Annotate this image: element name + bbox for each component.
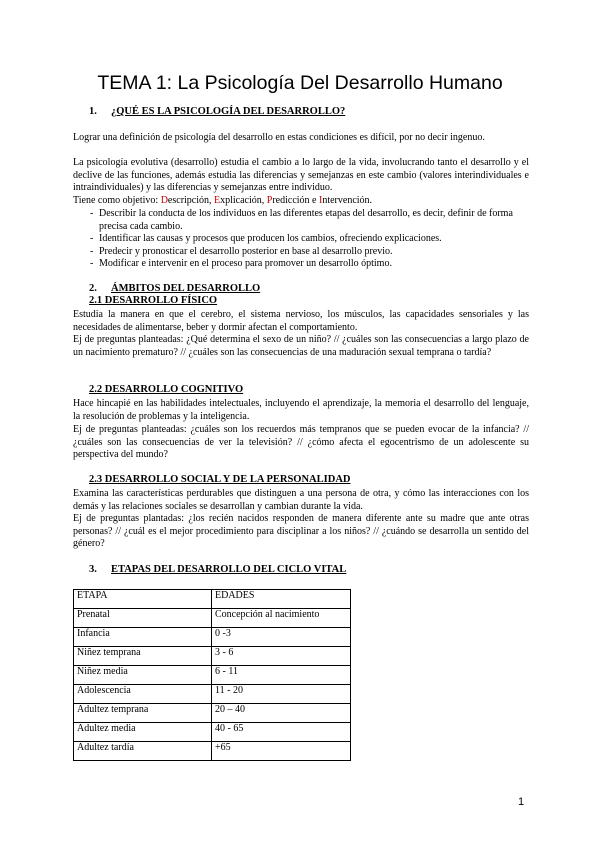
list-item: - Identificar las causas y procesos que producen los cambios, ofreciendo explicaciones. (73, 233, 529, 246)
section-1-objectives (73, 195, 529, 208)
objective-rest-i: ntervención. (322, 195, 373, 206)
section-2-heading-text: ÁMBITOS DEL DESARROLLO (111, 283, 261, 294)
table-row (74, 704, 351, 723)
subsection-2-3-examples: Ej de preguntas plantadas: ¿los recién nacidos responden de manera diferente ante su madre que ante otras personas? // ¿cuál es el mejor procedimiento para disciplinar a los niños? // ¿cuándo se desarrolla un sentido del género? (73, 513, 529, 550)
subsection-2-2-para: Hace hincapié en las habilidades intelectuales, incluyendo el aprendizaje, la memoria el desarrollo del lenguaje, la resolución de problemas y la inteligencia. (73, 398, 529, 422)
table-row (74, 628, 351, 647)
section-1-heading (89, 106, 345, 117)
table-header-cell: EDADES (212, 590, 351, 609)
section-1-para-1: Lograr una definición de psicología del desarrollo en estas condiciones es difícil, por no decir ingenuo. (73, 132, 485, 143)
table-cell: Niñez media (74, 666, 212, 685)
section-1-heading-text: ¿QUÉ ES LA PSICOLOGÍA DEL DESARROLLO? (111, 106, 346, 117)
objectives-prefix: Tiene como objetivo: (73, 195, 161, 206)
section-3-heading (89, 564, 346, 575)
table-cell: Adultez media (74, 723, 212, 742)
section-1-para-2: La psicología evolutiva (desarrollo) estudia el cambio a lo largo de la vida, involucrando tanto el desarrollo y el declive de las funciones, además estudia las diferencias y semejanzas en este cambio (valores interindividuales e intraindividuales) y las diferencias y semejanzas entre individuo. (73, 157, 529, 194)
section-3-heading-text: ETAPAS DEL DESARROLLO DEL CICLO VITAL (111, 564, 347, 575)
table-header-cell: ETAPA (74, 590, 212, 609)
table-cell: 11 - 20 (212, 685, 351, 704)
table-cell: 0 -3 (212, 628, 351, 647)
section-3-number: 3. (89, 564, 97, 575)
table-cell: Adultez temprana (74, 704, 212, 723)
objective-rest-d: escripción, (167, 195, 215, 206)
subsection-2-3-heading: 2.3 DESARROLLO SOCIAL Y DE LA PERSONALIDAD (89, 474, 351, 485)
page-title: TEMA 1: La Psicología Del Desarrollo Humano (97, 72, 503, 94)
table-cell: Prenatal (74, 609, 212, 628)
objectives-list (73, 208, 529, 271)
section-2-heading (89, 283, 260, 294)
section-2-number: 2. (89, 283, 97, 294)
section-1-number: 1. (89, 106, 97, 117)
table-row (74, 647, 351, 666)
subsection-2-3-para: Examina las características perdurables que distinguen a una persona de otra, y cómo las interacciones con los demás y las relaciones sociales se desarrollan y cambian durante la vida. (73, 488, 529, 512)
table-cell: 20 – 40 (212, 704, 351, 723)
table-cell: Adultez tardía (74, 742, 212, 761)
subsection-2-1-heading: 2.1 DESARROLLO FÍSICO (89, 295, 218, 306)
table-row (74, 742, 351, 761)
subsection-2-1-para: Estudia la manera en que el cerebro, el sistema nervioso, los músculos, las capacidades sensoriales y las necesidades de alimentarse, beber y dormir afectan el comportamiento. (73, 309, 529, 333)
table-cell: 3 - 6 (212, 647, 351, 666)
table-cell: 6 - 11 (212, 666, 351, 685)
table-header-row (74, 590, 351, 609)
table-row (74, 666, 351, 685)
table-cell: Infancia (74, 628, 212, 647)
objective-initial-i: I (318, 195, 323, 206)
list-item: - Modificar e intervenir en el proceso para promover un desarrollo óptimo. (73, 258, 529, 271)
objective-initial-d: D (160, 195, 168, 206)
subsection-2-1-examples: Ej de preguntas planteadas: ¿Qué determina el sexo de un niño? // ¿cuáles son las consecuencias a largo plazo de un nacimiento prematuro? // ¿cuáles son las consecuencias de una maduración sexual temprana o tardía? (73, 334, 529, 358)
subsection-2-2-heading: 2.2 DESARROLLO COGNITIVO (89, 384, 244, 395)
objective-initial-p: P (266, 195, 273, 206)
stages-table (73, 589, 351, 761)
table-cell: Adolescencia (74, 685, 212, 704)
objective-rest-e: xplicación, (220, 195, 267, 206)
objective-initial-e: E (214, 195, 221, 206)
list-item: - Predecir y pronosticar el desarrollo posterior en base al desarrollo previo. (73, 246, 529, 259)
table-row (74, 609, 351, 628)
table-row (74, 723, 351, 742)
table-cell: +65 (212, 742, 351, 761)
subsection-2-2-examples: Ej de preguntas planteadas: ¿cuáles son los recuerdos más tempranos que se pueden evocar de la infancia? // ¿cuáles son las consecuencias de ver la televisión? // ¿cómo afecta el egocentrismo de un adolescente su perspectiva del mundo? (73, 424, 529, 461)
table-cell: 40 - 65 (212, 723, 351, 742)
table-cell: Concepción al nacimiento (212, 609, 351, 628)
table-cell: Niñez temprana (74, 647, 212, 666)
objective-rest-p: redicción e (272, 195, 319, 206)
page-number: 1 (518, 796, 525, 808)
list-item: - Describir la conducta de los individuos en las diferentes etapas del desarrollo, es decir, definir de forma precisa cada cambio. (73, 208, 529, 233)
table-row (74, 685, 351, 704)
